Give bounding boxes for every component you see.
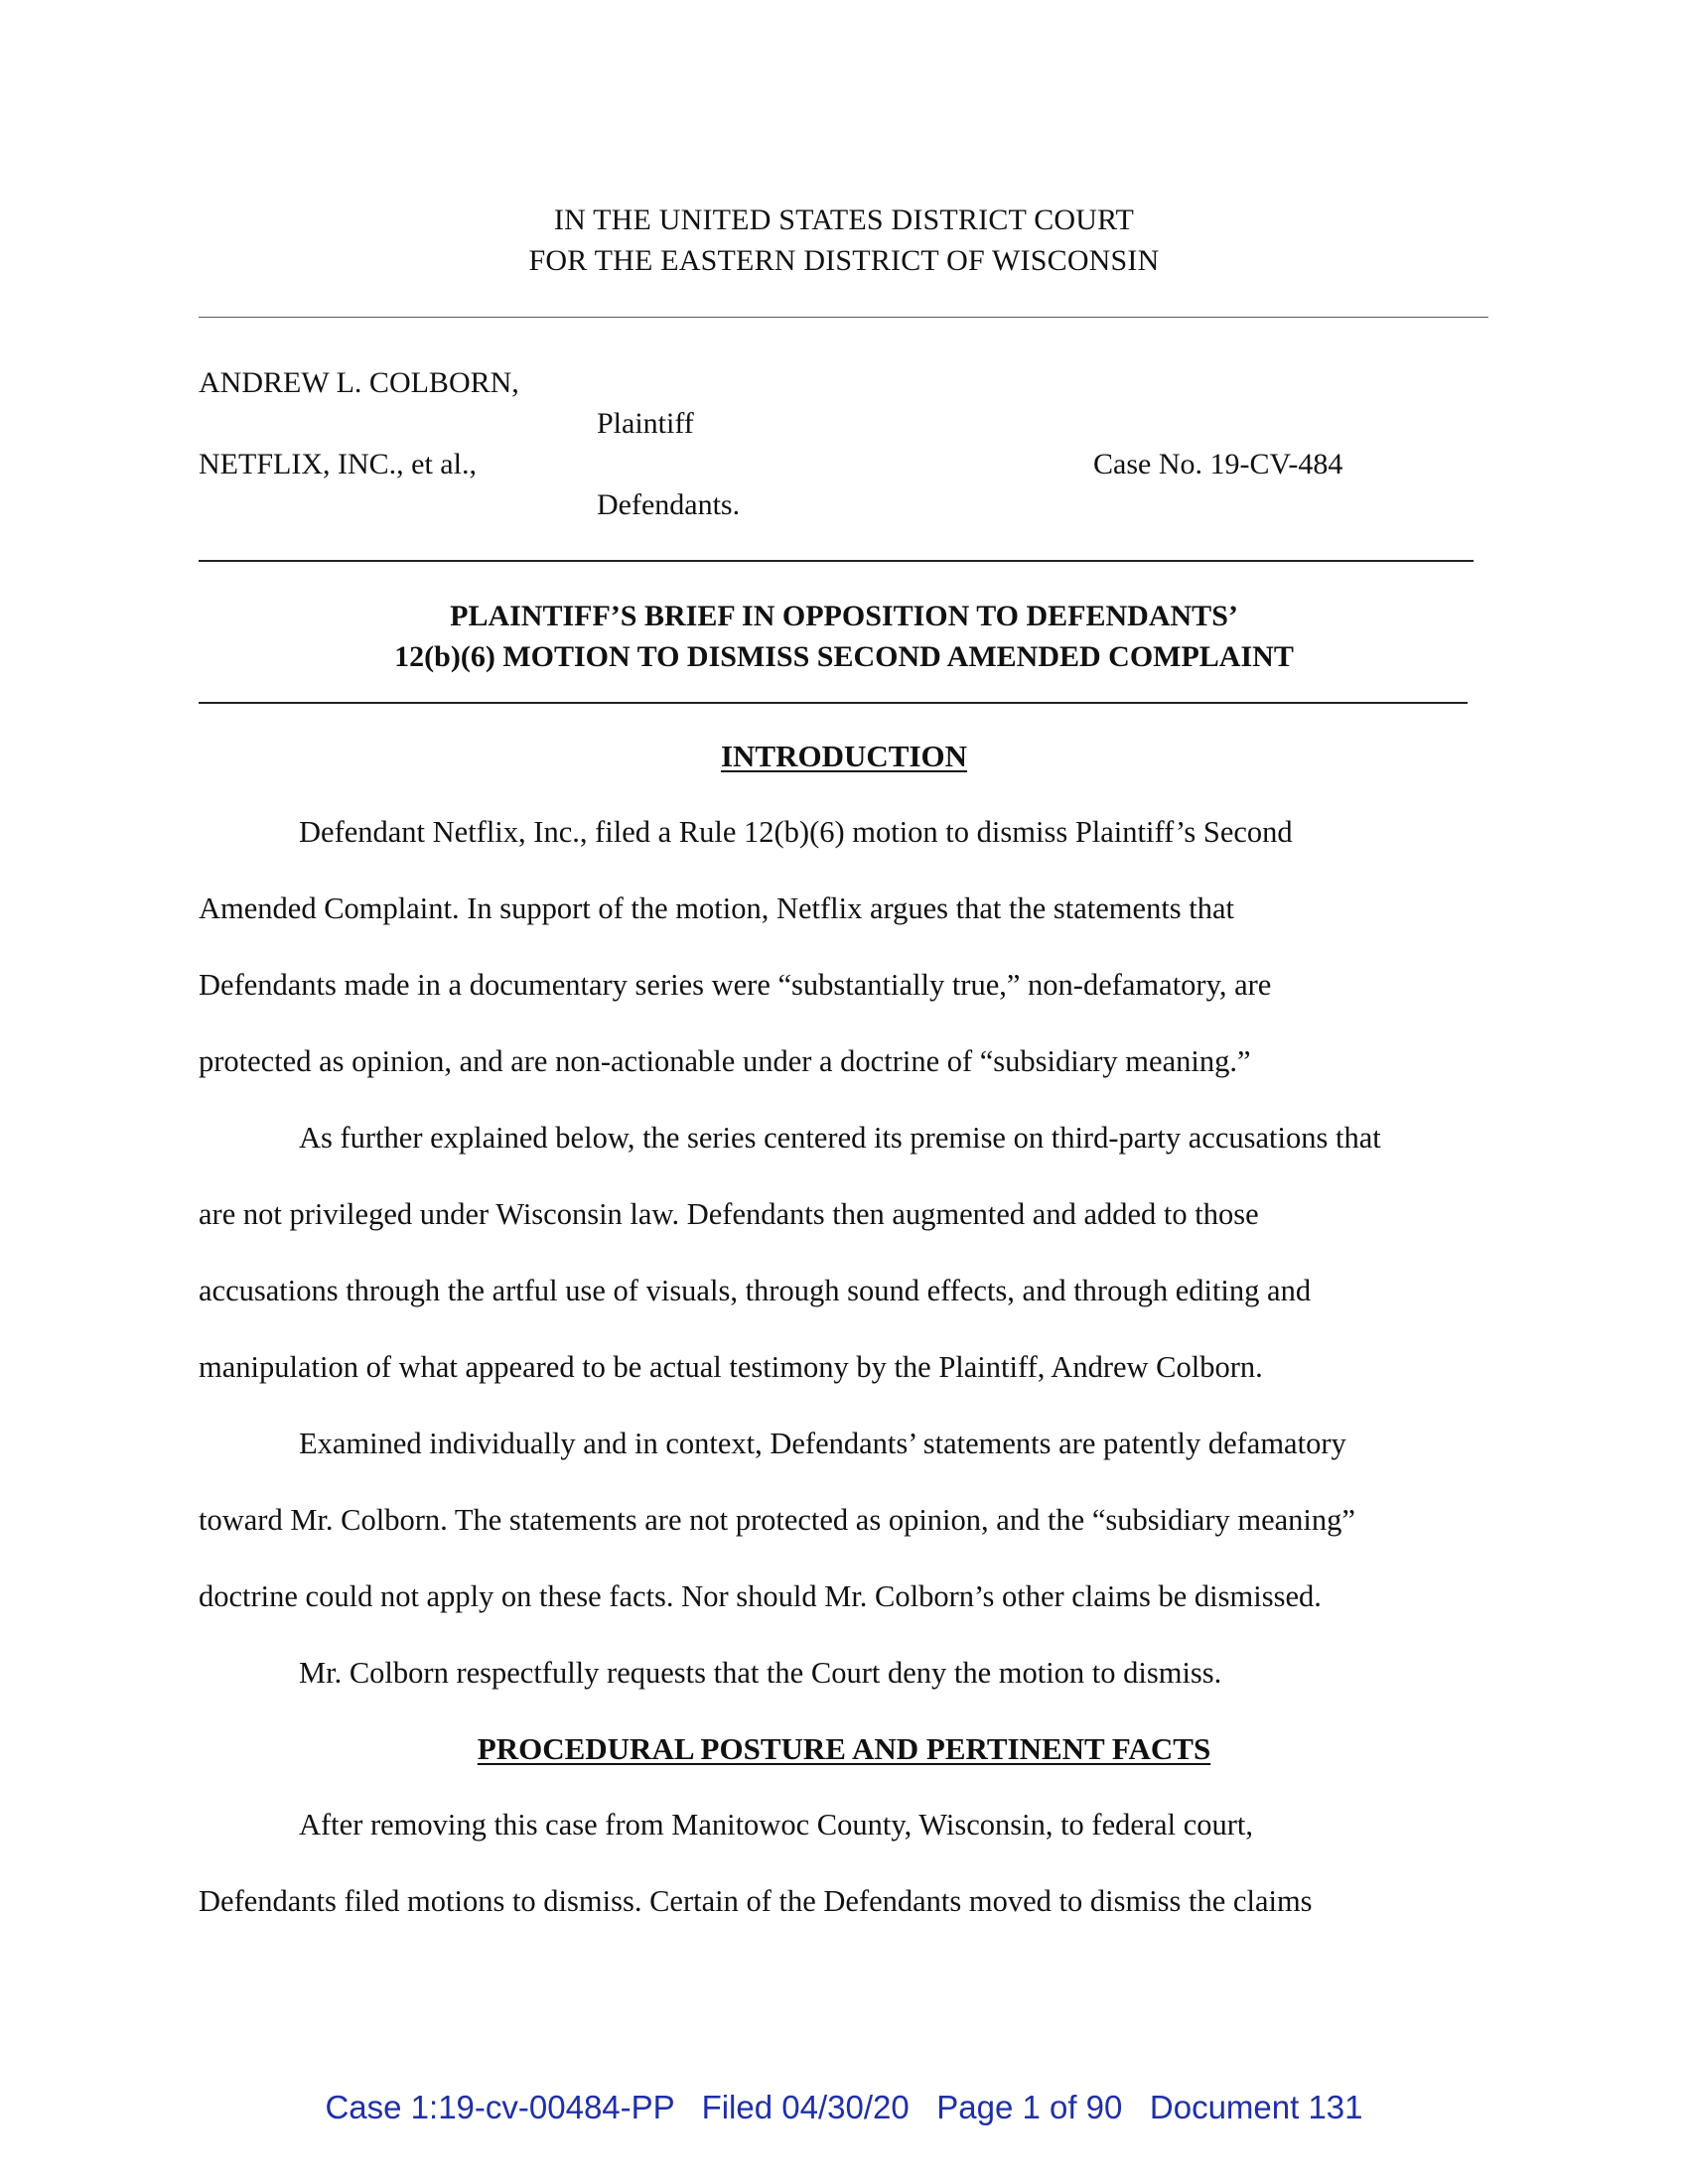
body-line: Defendants filed motions to dismiss. Certain of the Defendants moved to dismiss the claims bbox=[199, 1884, 1313, 1918]
case-number: Case No. 19-CV-484 bbox=[1093, 448, 1343, 480]
brief-title-line-1: PLAINTIFF’S BRIEF IN OPPOSITION TO DEFENDANTS’ bbox=[450, 600, 1238, 632]
body-line: Amended Complaint. In support of the motion, Netflix argues that the statements that bbox=[199, 891, 1235, 925]
introduction-heading-text: INTRODUCTION bbox=[720, 739, 968, 773]
court-name-line-1: IN THE UNITED STATES DISTRICT COURT bbox=[553, 204, 1135, 236]
body-line: accusations through the artful use of visuals, through sound effects, and through editing and bbox=[199, 1274, 1312, 1307]
section-heading-introduction bbox=[0, 736, 1688, 776]
plaintiff-role: Plaintiff bbox=[597, 407, 694, 440]
body-line: Examined individually and in context, Defendants’ statements are patently defamatory bbox=[299, 1427, 1346, 1460]
body-line: Defendants made in a documentary series were “substantially true,” non-defamatory, are bbox=[199, 968, 1272, 1002]
body-line: As further explained below, the series centered its premise on third-party accusations that bbox=[299, 1121, 1381, 1155]
body-line: doctrine could not apply on these facts. Nor should Mr. Colborn’s other claims be dismissed. bbox=[199, 1579, 1322, 1613]
body-line: are not privileged under Wisconsin law. Defendants then augmented and added to those bbox=[199, 1197, 1259, 1231]
body-line: Defendant Netflix, Inc., filed a Rule 12(b)(6) motion to dismiss Plaintiff’s Second bbox=[299, 815, 1293, 849]
body-line: manipulation of what appeared to be actual testimony by the Plaintiff, Andrew Colborn. bbox=[199, 1350, 1263, 1384]
body-line: protected as opinion, and are non-actionable under a doctrine of “subsidiary meaning.” bbox=[199, 1044, 1251, 1078]
defendant-name: NETFLIX, INC., et al., bbox=[199, 448, 477, 480]
procedural-heading-text: PROCEDURAL POSTURE AND PERTINENT FACTS bbox=[477, 1731, 1211, 1766]
defendant-role: Defendants. bbox=[597, 488, 741, 521]
header-divider bbox=[199, 317, 1488, 318]
court-name-line-2: FOR THE EASTERN DISTRICT OF WISCONSIN bbox=[528, 244, 1160, 277]
plaintiff-name: ANDREW L. COLBORN, bbox=[199, 366, 519, 399]
section-heading-procedural bbox=[0, 1728, 1688, 1769]
caption-divider-top bbox=[199, 560, 1474, 562]
ecf-filing-stamp: Case 1:19-cv-00484-PP Filed 04/30/20 Page 1 of 90 Document 131 bbox=[325, 2089, 1363, 2125]
caption-divider-bottom bbox=[199, 702, 1468, 704]
body-line: After removing this case from Manitowoc County, Wisconsin, to federal court, bbox=[299, 1808, 1253, 1842]
brief-title-line-2: 12(b)(6) MOTION TO DISMISS SECOND AMENDED COMPLAINT bbox=[394, 640, 1294, 673]
body-line: toward Mr. Colborn. The statements are not protected as opinion, and the “subsidiary meaning” bbox=[199, 1503, 1355, 1537]
body-line: Mr. Colborn respectfully requests that the Court deny the motion to dismiss. bbox=[299, 1656, 1222, 1690]
